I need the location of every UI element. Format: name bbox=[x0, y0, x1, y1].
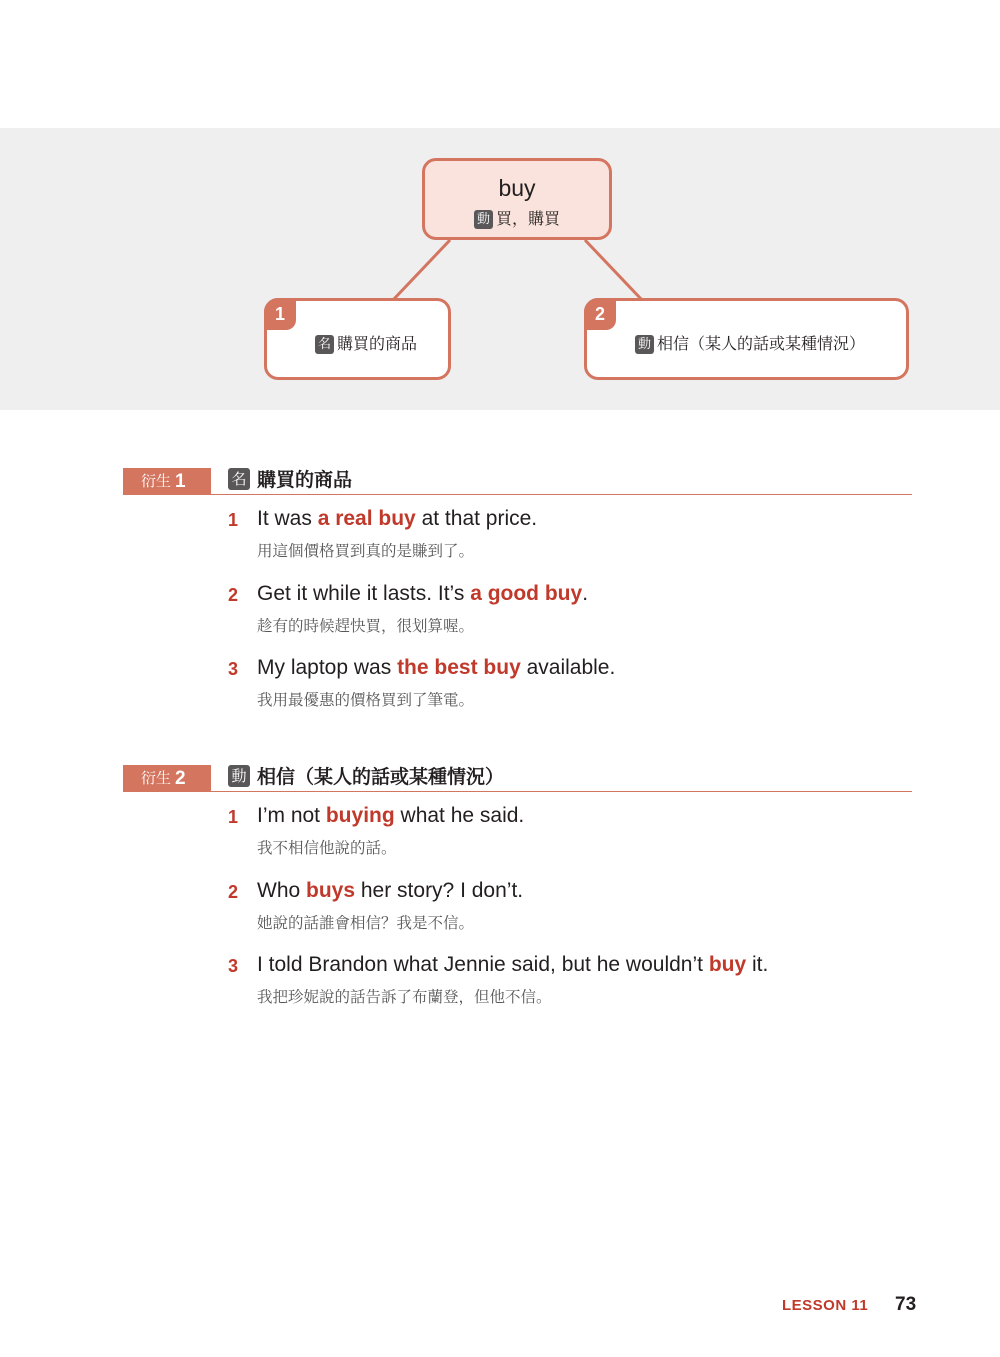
example-translation: 她說的話誰會相信？我是不信。 bbox=[257, 913, 475, 932]
section-divider bbox=[211, 494, 912, 495]
branch-number: 1 bbox=[264, 298, 296, 330]
section-title-text: 購買的商品 bbox=[257, 469, 353, 491]
example-number: 2 bbox=[228, 584, 239, 605]
derivation-section-1 bbox=[0, 466, 1000, 731]
sentence-part: . bbox=[582, 581, 589, 605]
example-item bbox=[0, 507, 1000, 582]
page-number: 73 bbox=[895, 1294, 917, 1315]
sentence-part: Get it while it lasts. It’s bbox=[257, 581, 471, 605]
section-title bbox=[228, 763, 504, 791]
example-sentence bbox=[257, 656, 615, 680]
example-translation: 我用最優惠的價格買到了筆電。 bbox=[257, 691, 475, 709]
example-translation: 我不相信他說的話。 bbox=[257, 839, 397, 857]
sentence-part: My laptop was bbox=[257, 656, 398, 679]
section-header bbox=[0, 466, 1000, 496]
section-tag-number: 1 bbox=[175, 471, 186, 492]
branch-gloss-line bbox=[315, 331, 417, 354]
sentence-part: I’m not bbox=[257, 804, 326, 827]
example-translation: 我把珍妮說的話告訴了布蘭登，但他不信。 bbox=[257, 988, 552, 1006]
example-list bbox=[0, 507, 1000, 731]
root-node bbox=[422, 158, 612, 240]
example-sentence bbox=[257, 953, 768, 977]
connector-left bbox=[393, 240, 450, 300]
sentence-part: It was bbox=[257, 507, 318, 530]
example-list bbox=[0, 804, 1000, 1028]
example-translation: 用這個價格買到真的是賺到了。 bbox=[257, 542, 475, 560]
section-title-text: 相信（某人的話或某種情況） bbox=[257, 766, 505, 788]
branch-gloss: 購買的商品 bbox=[337, 334, 418, 353]
example-item bbox=[0, 656, 1000, 731]
section-tag-number: 2 bbox=[175, 768, 186, 789]
example-item bbox=[0, 582, 1000, 657]
example-number: 3 bbox=[228, 659, 239, 679]
branch-number: 2 bbox=[584, 298, 616, 330]
branch-gloss-line bbox=[635, 331, 865, 354]
sentence-part: available. bbox=[520, 656, 616, 679]
example-translation: 趁有的時候趕快買，很划算喔。 bbox=[257, 616, 475, 635]
pos-verb-badge: 動 bbox=[635, 335, 654, 354]
highlighted-phrase: buy bbox=[708, 953, 747, 976]
branch-node-2 bbox=[584, 298, 909, 380]
example-number: 2 bbox=[228, 881, 239, 902]
example-item bbox=[0, 879, 1000, 954]
sentence-part: at that price. bbox=[415, 507, 538, 530]
example-sentence bbox=[257, 879, 523, 903]
example-number: 1 bbox=[228, 807, 239, 827]
sentence-part: what he said. bbox=[394, 804, 525, 827]
pos-noun-badge: 名 bbox=[315, 335, 334, 354]
section-tag-label: 衍生 bbox=[141, 769, 172, 787]
branch-gloss: 相信（某人的話或某種情況） bbox=[657, 334, 866, 353]
branch-node-1 bbox=[264, 298, 451, 380]
highlighted-phrase: the best buy bbox=[397, 656, 521, 679]
root-gloss: 買，購買 bbox=[495, 209, 560, 228]
pos-verb-badge: 動 bbox=[474, 210, 493, 229]
section-tag bbox=[123, 765, 211, 792]
section-divider bbox=[211, 791, 912, 792]
mind-map bbox=[0, 128, 1000, 410]
section-header bbox=[0, 763, 1000, 793]
sentence-part: it. bbox=[746, 953, 769, 976]
example-item bbox=[0, 804, 1000, 879]
highlighted-phrase: buying bbox=[325, 804, 395, 827]
root-gloss-line bbox=[425, 206, 609, 229]
lesson-label: LESSON 11 bbox=[782, 1297, 869, 1314]
pos-verb-badge: 動 bbox=[228, 765, 250, 787]
example-sentence bbox=[257, 507, 537, 531]
section-tag bbox=[123, 468, 211, 495]
section-title bbox=[228, 466, 352, 494]
root-word: buy bbox=[498, 175, 536, 201]
sentence-part: her story? I don’t. bbox=[355, 878, 524, 902]
section-tag-label: 衍生 bbox=[141, 472, 172, 490]
derivation-section-2 bbox=[0, 763, 1000, 1028]
highlighted-phrase: a good buy bbox=[470, 581, 583, 605]
pos-noun-badge: 名 bbox=[228, 468, 250, 490]
connector-right bbox=[585, 240, 642, 300]
example-sentence bbox=[257, 804, 524, 828]
sentence-part: I told Brandon what Jennie said, but he wouldn’t bbox=[257, 953, 709, 976]
highlighted-phrase: buys bbox=[306, 878, 356, 902]
example-sentence bbox=[257, 582, 588, 606]
example-number: 3 bbox=[228, 956, 239, 976]
highlighted-phrase: a real buy bbox=[317, 507, 416, 530]
example-number: 1 bbox=[228, 510, 239, 530]
sentence-part: Who bbox=[257, 878, 307, 902]
example-item bbox=[0, 953, 1000, 1028]
